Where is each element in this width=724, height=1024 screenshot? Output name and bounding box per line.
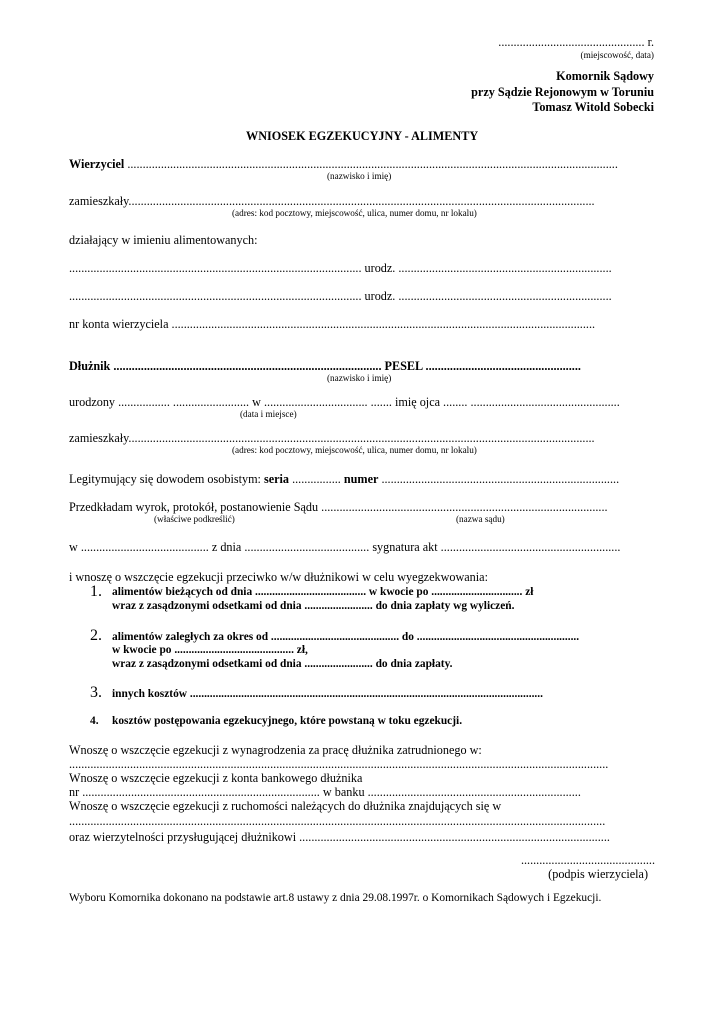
- item-2-line-1: alimentów zaległych za okres od ............................................. do .........................................................: [112, 631, 580, 643]
- debtor-name-caption: (nazwisko i imię): [327, 373, 392, 383]
- judgment-date-line: w .......................................... z dnia ......................................... sygnatura akt ...........................................................: [69, 540, 621, 554]
- item-3-number: 3.: [90, 684, 102, 701]
- item-4-number: 4.: [90, 715, 99, 727]
- bank-enforcement-line: Wnoszę o wszczęcie egzekucji z konta bankowego dłużnika: [69, 771, 363, 785]
- creditor-residence-line: zamieszkały.........................................................................................................................................................: [69, 194, 595, 208]
- court-caption: (nazwa sądu): [456, 514, 505, 524]
- addressee-line-2: przy Sądzie Rejonowym w Toruniu: [471, 85, 654, 99]
- signature-caption: (podpis wierzyciela): [548, 867, 648, 881]
- salary-dots: .................................................................................................................................................................................: [69, 757, 609, 771]
- child-line-2: ................................................................................................ urodz. ......................................................................: [69, 289, 612, 303]
- addressee-line-3: Tomasz Witold Sobecki: [532, 100, 654, 114]
- creditor-residence-caption: (adres: kod pocztowy, miejscowość, ulica, numer domu, nr lokalu): [232, 208, 477, 218]
- document-title: WNIOSEK EGZEKUCYJNY - ALIMENTY: [246, 129, 479, 143]
- item-4-line-1: kosztów postępowania egzekucyjnego, które powstaną w toku egzekucji.: [112, 715, 463, 727]
- item-1-line-2: wraz z zasądzonymi odsetkami od dnia ........................ do dnia zapłaty wg wyliczeń.: [112, 600, 515, 612]
- creditor-name-caption: (nazwisko i imię): [327, 171, 392, 181]
- id-series-dots: ................: [289, 472, 344, 486]
- salary-enforcement-line: Wnoszę o wszczęcie egzekucji z wynagrodzenia za pracę dłużnika zatrudnionego w:: [69, 743, 482, 757]
- debtor-id-line: [69, 473, 619, 485]
- creditor-account-line: nr konta wierzyciela ...........................................................................................................................................: [69, 317, 596, 331]
- place-date-line: ................................................ r.: [498, 35, 654, 49]
- footer-note: Wyboru Komornika dokonano na podstawie art.8 ustawy z dnia 29.08.1997r. o Komornikach Sądowych i Egzekucji.: [69, 892, 602, 904]
- debtor-born-line: urodzony ................. ......................... w .................................. ....... imię ojca ........ .................................................: [69, 395, 620, 409]
- bank-account-line: nr .............................................................................. w banku ......................................................................: [69, 785, 581, 799]
- underline-caption: (właściwe podkreślić): [154, 514, 235, 524]
- id-series-label: seria: [263, 472, 290, 486]
- movables-dots: ................................................................................................................................................................................: [69, 814, 606, 828]
- request-intro: i wnoszę o wszczęcie egzekucji przeciwko w/w dłużnikowi w celu wyegzekwowania:: [69, 570, 488, 584]
- acting-for-line: działający w imieniu alimentowanych:: [69, 233, 258, 247]
- debtor-label: Dłużnik: [69, 359, 111, 373]
- debtor-line: [69, 360, 581, 372]
- id-number-label: numer: [343, 472, 379, 486]
- debtor-dots: ........................................................................................ PESEL ...................................................: [110, 359, 581, 373]
- place-date-caption: (miejscowość, data): [580, 50, 654, 60]
- child-line-1: ................................................................................................ urodz. ......................................................................: [69, 261, 612, 275]
- creditor-dots: .................................................................................................................................................................: [124, 157, 618, 171]
- debtor-born-caption: (data i miejsce): [240, 409, 297, 419]
- creditor-label: Wierzyciel: [69, 157, 125, 171]
- creditor-line: [69, 158, 618, 170]
- judgment-line: Przedkładam wyrok, protokół, postanowienie Sądu ..............................................................................................: [69, 500, 608, 514]
- item-2-number: 2.: [90, 627, 102, 644]
- receivables-line: oraz wierzytelności przysługującej dłużnikowi ......................................................................................................: [69, 830, 610, 844]
- debtor-residence-line: zamieszkały.........................................................................................................................................................: [69, 431, 595, 445]
- item-2-line-3: wraz z zasądzonymi odsetkami od dnia ........................ do dnia zapłaty.: [112, 658, 453, 670]
- addressee-line-1: Komornik Sądowy: [556, 69, 654, 83]
- movables-enforcement-line: Wnoszę o wszczęcie egzekucji z ruchomości należących do dłużnika znajdujących się w: [69, 799, 502, 813]
- item-3-line-1: innych kosztów ............................................................................................................................: [112, 688, 543, 700]
- signature-dots: ............................................: [520, 853, 655, 867]
- item-1-number: 1.: [90, 583, 102, 600]
- id-prefix: Legitymujący się dowodem osobistym:: [69, 472, 264, 486]
- item-2-line-2: w kwocie po .......................................... zł,: [112, 644, 308, 656]
- item-1-line-1: alimentów bieżących od dnia ....................................... w kwocie po ................................ zł: [112, 586, 534, 598]
- id-number-dots: ..............................................................................: [378, 472, 620, 486]
- debtor-residence-caption: (adres: kod pocztowy, miejscowość, ulica, numer domu, nr lokalu): [232, 445, 477, 455]
